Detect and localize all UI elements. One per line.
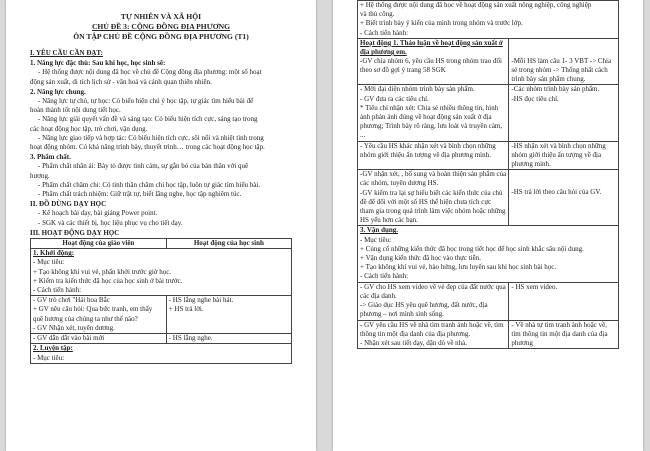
- paragraph: hoạt động nhóm. Có khả năng trình bày, thuyết trình… trong các hoạt động học tập.: [30, 143, 265, 152]
- teacher-activity: -> Giáo dục HS yêu quê hương, đất nước, địa phương – nơi mình sinh sống.: [360, 301, 488, 319]
- paragraph: hoàn thành tốt nội dung tiết học.: [30, 106, 121, 115]
- list-item: + Hệ thống được nội dung đã học về hoạt động sản xuất nông nghiệp, công nghiệp: [360, 1, 592, 9]
- list-item: - Cách tiến hành:: [360, 28, 409, 37]
- teacher-activity: + GV nêu câu hỏi: Qua bức tranh, em thấy quê hương của chúng ta như thế nào?: [33, 305, 153, 323]
- table-row: [31, 334, 292, 344]
- table-row: [358, 226, 619, 282]
- table-row: [31, 296, 292, 334]
- general-competence-heading: 2. Năng lực chung.: [30, 87, 86, 96]
- list-item: + Biết trình bày ý kiến của mình trong nhóm và trước lớp.: [360, 19, 523, 28]
- specific-competence-heading: 1. Năng lực đặc thù: Sau khi học, học sinh sẽ:: [30, 59, 166, 68]
- teacher-activity: -GV kiểm tra lại sự hiểu biết các kiến thức của chủ đề để đổi với một số HS thể hiện chưa tích cực tham gia trong quá trình làm việc nhóm hoặc những HS yếu hơn các bạn.: [360, 188, 506, 225]
- document-page-left: [6, 0, 316, 451]
- teacher-activity: - GV đưa ra các tiêu chí.: [360, 94, 429, 103]
- list-item: + Tạo không khí vui vẻ, hào hứng, lưu luyến sau khi học sinh bài học.: [360, 263, 557, 272]
- lesson-plan-table-continued: [357, 0, 619, 349]
- page-content-left: [30, 12, 292, 364]
- table-row: [358, 282, 619, 320]
- qualities-heading: 3. Phẩm chất.: [30, 153, 71, 162]
- topic-title: CHỦ ĐỀ 3: CỘNG ĐỒNG ĐỊA PHƯƠNG: [91, 22, 231, 31]
- paragraph: - Năng lực giao tiếp và hợp tác: Có biểu hiện tích cực, sôi nổi và nhiệt tình trong: [38, 133, 264, 142]
- paragraph: - Phẩm chất chăm chỉ: Có tinh thần chăm chỉ học tập, luôn tự giác tìm hiểu bài.: [38, 180, 261, 189]
- list-item: - Mục tiêu:: [33, 353, 65, 362]
- list-item: - Cách tiến hành:: [360, 272, 409, 281]
- table-row: [358, 170, 619, 226]
- paragraph: - Năng lực giải quyết vấn đề và sáng tạo: Có biểu hiện tích cực, sáng tạo trong: [38, 115, 258, 124]
- teacher-activity: -GV chia nhóm 6, yêu cầu HS trong nhóm trao đổi theo sơ đồ gợi ý trang 58 SGK: [360, 57, 502, 75]
- student-activity: + HS trả lời.: [168, 305, 204, 314]
- list-item: - Mục tiêu:: [360, 235, 392, 244]
- table-row: [358, 1, 619, 39]
- paragraph: - Năng lực tự chủ, tự học: Có biểu hiện chú ý học tập, tự giác tìm hiểu bài để: [38, 97, 254, 106]
- teacher-activity: - GV trò chơi "Hái hoa Bắc: [33, 296, 110, 305]
- paragraph: - Phẩm chất nhân ái: Bày tỏ được tình cảm, sự gắn bó của bản thân với quê: [38, 162, 249, 171]
- paragraph: hương.: [30, 171, 50, 180]
- student-activity: -HS trả lời theo câu hỏi của GV.: [511, 188, 602, 197]
- table-row: [31, 344, 292, 363]
- page-content-right: [357, 0, 619, 349]
- section-requirements-heading: I. YÊU CẦU CẦN ĐẠT:: [30, 49, 103, 57]
- list-item: - Mục tiêu:: [33, 258, 65, 267]
- teacher-activity: - GV cho HS xem video về vẻ đẹp của đất nước qua các địa danh.: [360, 282, 506, 300]
- student-activity: - Về nhà tự tìm tranh ảnh hoặc về, tìm thông tin một địa danh của địa phương: [509, 320, 619, 349]
- table-header-row: [31, 239, 292, 249]
- list-item: và thủ công.: [360, 10, 395, 19]
- list-item: + Tạo không khí vui vẻ, phấn khởi trước giờ học.: [33, 267, 172, 276]
- teaching-aids-heading: II. ĐỒ DÙNG DẠY HỌC: [30, 200, 107, 209]
- student-activity: -HS đọc tiêu chí.: [511, 94, 559, 103]
- paragraph: - Hệ thống được nội dung đã học về chủ đề Cộng đồng địa phương: một số hoạt: [38, 68, 262, 77]
- table-row: [358, 85, 619, 141]
- student-activity: - HS lắng nghe bài hát.: [168, 296, 234, 305]
- student-column-header: Hoạt động của học sinh: [166, 239, 291, 249]
- teacher-activity: - GV dẫn dắt vào bài mới: [31, 334, 167, 344]
- teacher-activity: - GV Nhận xét, tuyên dương.: [33, 323, 115, 332]
- table-row: [358, 320, 619, 349]
- list-item: + Củng cố những kiến thức đã học trong tiết học để học sinh khắc sâu nội dung.: [360, 244, 584, 253]
- application-heading: 3. Vận dụng.: [360, 226, 399, 235]
- lesson-plan-table: [30, 238, 292, 364]
- paragraph: - Phẩm chất trách nhiệm: Giữ trật tự, biết lắng nghe, học tập nghiêm túc.: [38, 190, 242, 199]
- teacher-activity: - Mời đại diện nhóm trình bày sản phẩm.: [360, 85, 475, 94]
- subject-title: TỰ NHIÊN VÀ XÃ HỘI: [120, 12, 202, 21]
- teacher-activity: * Tiêu chí nhận xét: Chia sẻ nhiều thông tin, hình ảnh phản ánh đúng về hoạt động sản xuất ở địa phương; Trình bày rõ ràng, lưu loát và truyền cảm, ...: [360, 103, 503, 140]
- student-activity: - HS lắng nghe.: [166, 334, 291, 344]
- list-item: + Kiểm tra kiến thức đã học của học sinh ở bài trước.: [33, 276, 183, 285]
- warmup-heading: 1. Khởi động:: [33, 249, 75, 258]
- paragraph: các hoạt động học tập, trò chơi, vận dụng.: [30, 124, 148, 133]
- student-activity: -Các nhóm trình bày sản phẩm.: [511, 85, 600, 94]
- teacher-activity: - Yêu cầu HS khác nhận xét và bình chọn những nhóm giới thiệu ấn tượng về địa phương mình.: [358, 141, 509, 170]
- student-activity: -Mỗi HS làm câu 1- 3 VBT -> Chia sẻ trong nhóm -> Thống nhất cách trình bày sản phẩm chung.: [511, 56, 612, 84]
- list-item: + Vận dụng kiến thức đã học vào thực tiễn.: [360, 254, 482, 263]
- student-activity: -HS nhận xét và bình chọn những nhóm giới thiệu ấn tượng về địa phương mình.: [509, 141, 619, 170]
- paragraph: - SGK và các thiết bị, học liệu phục vụ cho tiết dạy.: [38, 218, 183, 227]
- teacher-activity: - GV yêu cầu HS về nhà tìm tranh ảnh hoặc về, tìm thông tin một địa danh của địa phương.: [360, 320, 504, 338]
- table-row: [31, 249, 292, 296]
- teacher-activity: -GV nhận xét, , bổ sung và hoàn thiện sản phẩm của các nhóm, tuyên dương HS.: [360, 170, 507, 188]
- table-row: [358, 38, 619, 85]
- table-row: [358, 141, 619, 170]
- teacher-column-header: Hoạt động của giáo viên: [31, 239, 167, 249]
- student-activity: - HS xem video.: [509, 282, 619, 320]
- lesson-title: ÔN TẬP CHỦ ĐỀ CỘNG ĐỒNG ĐỊA PHƯƠNG (T1): [73, 32, 249, 41]
- paragraph: động sản xuất, di tích lịch sử - văn hoá và cảnh quan thiên nhiên.: [30, 77, 212, 86]
- activities-heading: III. HOẠT ĐỘNG DẠY HỌC: [30, 228, 120, 237]
- document-page-right: [333, 0, 643, 451]
- list-item: - Cách tiến hành:: [33, 286, 82, 295]
- teacher-activity: - Nhận xét sau tiết dạy, dặn dò về nhà.: [360, 338, 468, 347]
- activity-1-heading: Hoạt động 1. Thảo luận về hoạt động sản xuất ở địa phương em.: [360, 38, 503, 57]
- paragraph: - Kế hoạch bài dạy, bài giảng Power point.: [38, 209, 158, 218]
- practice-heading: 2. Luyện tập:: [33, 344, 73, 353]
